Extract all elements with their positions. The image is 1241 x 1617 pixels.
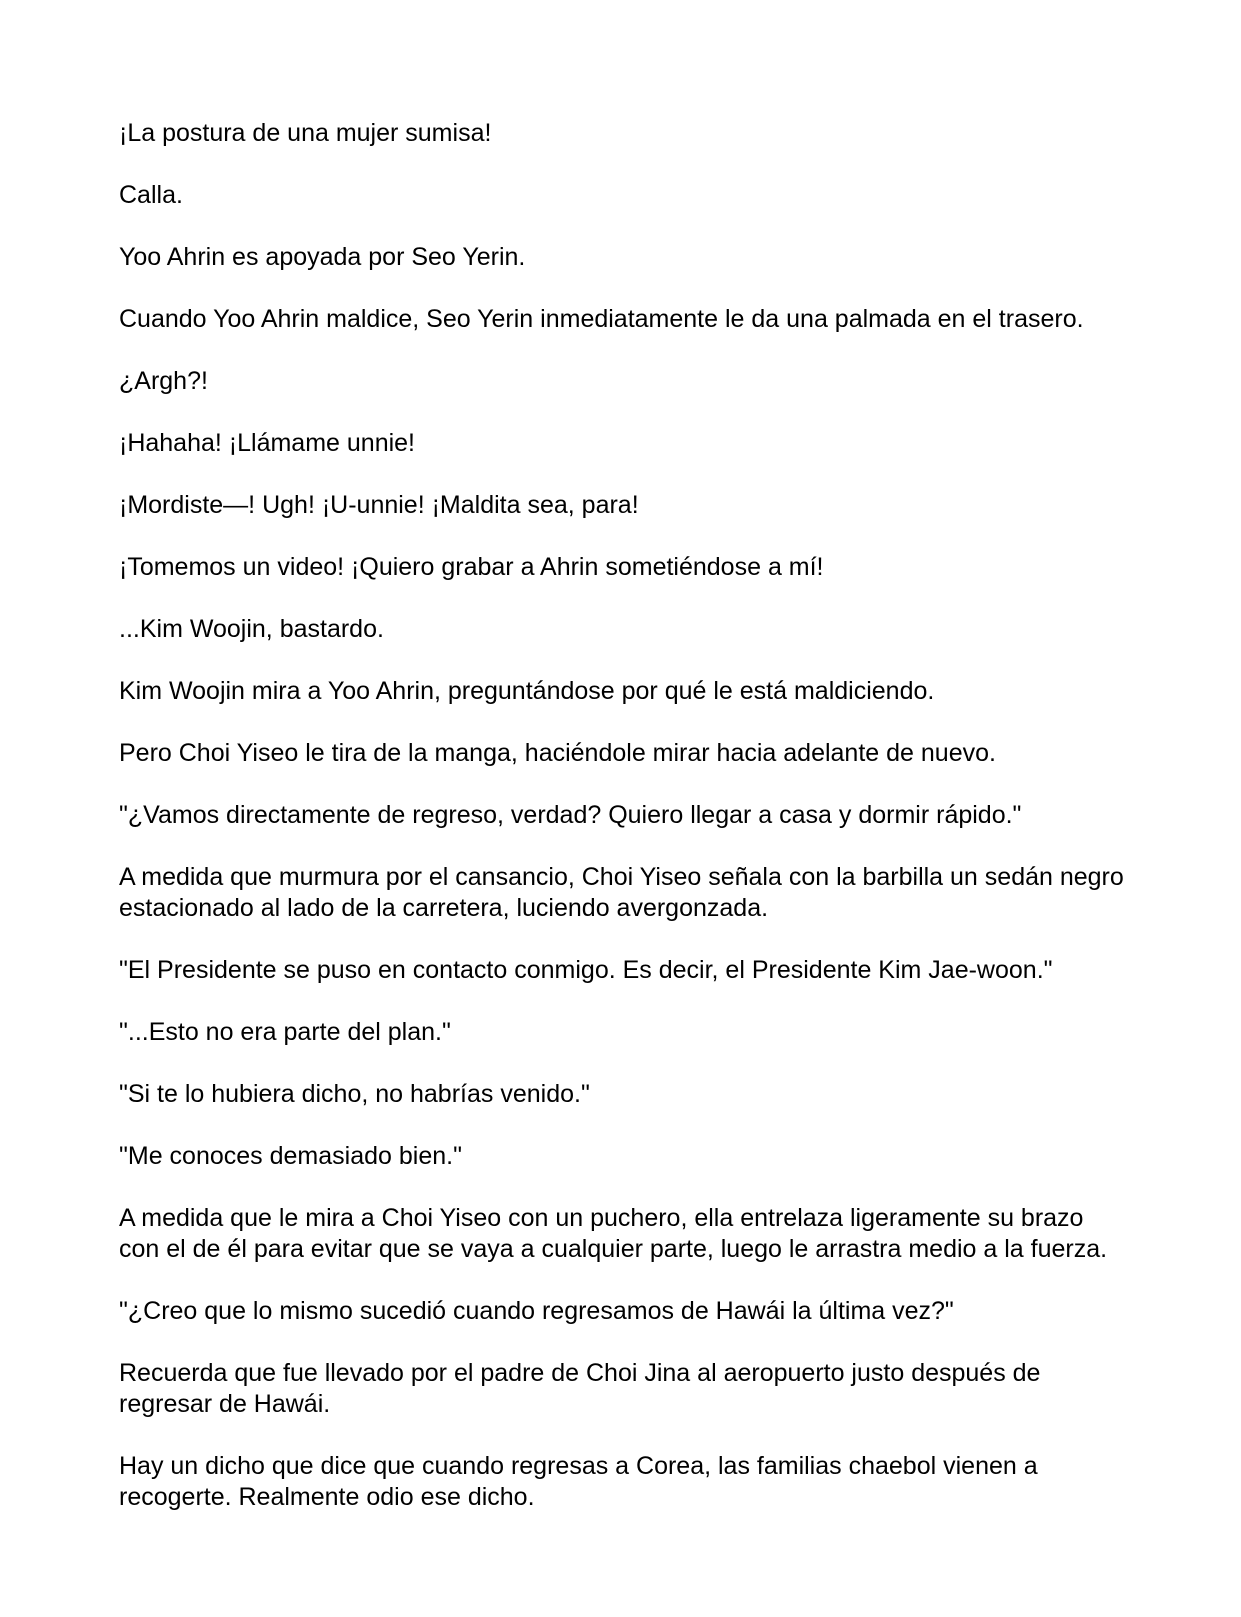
paragraph-7: ¡Mordiste—! Ugh! ¡U-unnie! ¡Maldita sea, para! bbox=[119, 491, 639, 519]
paragraph-2: Calla. bbox=[119, 181, 183, 209]
paragraph-6: ¡Hahaha! ¡Llámame unnie! bbox=[119, 429, 415, 457]
paragraph-11: Pero Choi Yiseo le tira de la manga, haciéndole mirar hacia adelante de nuevo. bbox=[119, 739, 996, 767]
paragraph-8: ¡Tomemos un video! ¡Quiero grabar a Ahrin sometiéndose a mí! bbox=[119, 553, 824, 581]
paragraph-16: "Si te lo hubiera dicho, no habrías venido." bbox=[119, 1080, 590, 1108]
document-body bbox=[119, 118, 1129, 1544]
paragraph-4: Cuando Yoo Ahrin maldice, Seo Yerin inmediatamente le da una palmada en el trasero. bbox=[119, 305, 1084, 333]
paragraph-20: Recuerda que fue llevado por el padre de Choi Jina al aeropuerto justo después de regresar de Hawái. bbox=[119, 1359, 1041, 1418]
paragraph-10: Kim Woojin mira a Yoo Ahrin, preguntándose por qué le está maldiciendo. bbox=[119, 677, 935, 705]
paragraph-18: A medida que le mira a Choi Yiseo con un puchero, ella entrelaza ligeramente su brazo con el de él para evitar que se vaya a cualquier parte, luego le arrastra medio a la fuerza. bbox=[119, 1204, 1108, 1263]
paragraph-14: "El Presidente se puso en contacto conmigo. Es decir, el Presidente Kim Jae-woon." bbox=[119, 956, 1053, 984]
paragraph-19: "¿Creo que lo mismo sucedió cuando regresamos de Hawái la última vez?" bbox=[119, 1297, 954, 1325]
paragraph-15: "...Esto no era parte del plan." bbox=[119, 1018, 451, 1046]
paragraph-21: Hay un dicho que dice que cuando regresas a Corea, las familias chaebol vienen a recogerte. Realmente odio ese dicho. bbox=[119, 1452, 1038, 1511]
paragraph-17: "Me conoces demasiado bien." bbox=[119, 1142, 462, 1170]
paragraph-3: Yoo Ahrin es apoyada por Seo Yerin. bbox=[119, 243, 526, 271]
paragraph-5: ¿Argh?! bbox=[119, 367, 208, 395]
paragraph-13: A medida que murmura por el cansancio, Choi Yiseo señala con la barbilla un sedán negro estacionado al lado de la carretera, luciendo avergonzada. bbox=[119, 863, 1124, 922]
paragraph-9: ...Kim Woojin, bastardo. bbox=[119, 615, 384, 643]
paragraph-1: ¡La postura de una mujer sumisa! bbox=[119, 119, 492, 147]
paragraph-12: "¿Vamos directamente de regreso, verdad? Quiero llegar a casa y dormir rápido." bbox=[119, 801, 1022, 829]
